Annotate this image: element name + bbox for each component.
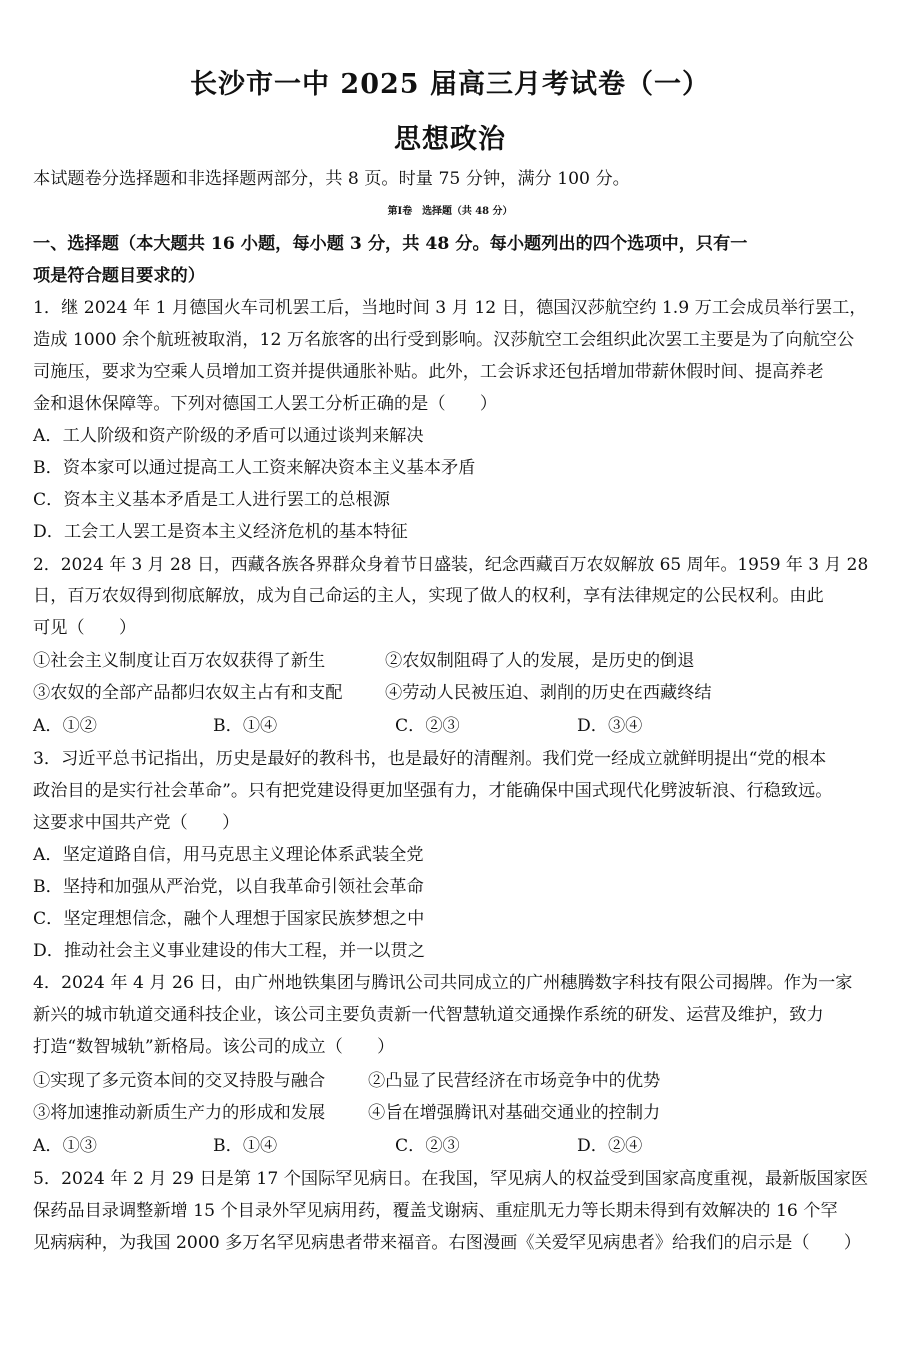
- question-1-line-2: 造成 1000 余个航班被取消，12 万名旅客的出行受到影响。汉莎航空工会组织此次罢工主要是为了向航空公: [33, 330, 855, 350]
- question-4-choice-b: B．①④: [213, 1136, 278, 1156]
- exam-intro: 本试题卷分选择题和非选择题两部分，共 8 页。时量 75 分钟，满分 100 分。: [33, 169, 630, 189]
- question-1-option-d: D．工会工人罢工是资本主义经济危机的基本特征: [33, 522, 408, 542]
- question-1-option-c: C．资本主义基本矛盾是工人进行罢工的总根源: [33, 490, 390, 510]
- question-4-statement-3: ③将加速推动新质生产力的形成和发展: [33, 1103, 326, 1123]
- section-heading-line-1: 一、选择题（本大题共 16 小题，每小题 3 分，共 48 分。每小题列出的四个选项中，只有一: [33, 234, 748, 254]
- question-2-choice-b: B．①④: [213, 716, 278, 736]
- question-1-line-4: 金和退休保障等。下列对德国工人罢工分析正确的是（ ）: [33, 394, 498, 414]
- question-2-choice-d: D．③④: [577, 716, 643, 736]
- question-4-statement-1: ①实现了多元资本间的交叉持股与融合: [33, 1071, 326, 1091]
- question-5-line-2: 保药品目录调整新增 15 个目录外罕见病用药，覆盖戈谢病、重症肌无力等长期未得到有效解决的 16 个罕: [33, 1201, 838, 1221]
- question-2-line-1: 2．2024 年 3 月 28 日，西藏各族各界群众身着节日盛装，纪念西藏百万农奴解放 65 周年。1959 年 3 月 28: [33, 554, 869, 574]
- question-2-statement-4: ④劳动人民被压迫、剥削的历史在西藏终结: [385, 683, 712, 703]
- question-4-choice-a: A．①③: [33, 1136, 97, 1156]
- question-1-option-b: B．资本家可以通过提高工人工资来解决资本主义基本矛盾: [33, 458, 476, 478]
- question-4-statement-2: ②凸显了民营经济在市场竞争中的优势: [368, 1071, 661, 1091]
- question-2-choice-a: A．①②: [33, 716, 97, 736]
- question-4-line-1: 4．2024 年 4 月 26 日，由广州地铁集团与腾讯公司共同成立的广州穗腾数字科技有限公司揭牌。作为一家: [33, 973, 853, 993]
- question-3-line-3: 这要求中国共产党（ ）: [33, 813, 240, 833]
- question-2-statement-2: ②农奴制阻碍了人的发展，是历史的倒退: [385, 651, 695, 671]
- question-4-choice-c: C．②③: [395, 1136, 460, 1156]
- question-5-line-1: 5．2024 年 2 月 29 日是第 17 个国际罕见病日。在我国，罕见病人的权益受到国家高度重视，最新版国家医: [33, 1169, 869, 1189]
- question-4-line-3: 打造“数智城轨”新格局。该公司的成立（ ）: [33, 1037, 395, 1057]
- question-1-option-a: A．工人阶级和资产阶级的矛盾可以通过谈判来解决: [33, 426, 424, 446]
- question-3-option-c: C．坚定理想信念，融个人理想于国家民族梦想之中: [33, 909, 425, 929]
- question-3-line-2: 政治目的是实行社会革命”。只有把党建设得更加坚强有力，才能确保中国式现代化劈波斩浪、行稳致远。: [33, 781, 833, 801]
- question-2-choice-c: C．②③: [395, 716, 460, 736]
- question-2-line-3: 可见（ ）: [33, 618, 137, 638]
- exam-title: 长沙市一中 2025 届高三月考试卷（一）: [190, 69, 710, 100]
- section-heading-line-2: 项是符合题目要求的）: [33, 266, 205, 286]
- question-4-statement-4: ④旨在增强腾讯对基础交通业的控制力: [368, 1103, 661, 1123]
- question-3-line-1: 3．习近平总书记指出，历史是最好的教科书，也是最好的清醒剂。我们党一经成立就鲜明提出“党的根本: [33, 749, 827, 769]
- question-1-line-3: 司施压，要求为空乘人员增加工资并提供通胀补贴。此外，工会诉求还包括增加带薪休假时间、提高养老: [33, 362, 824, 382]
- subject-title: 思想政治: [394, 124, 506, 155]
- question-4-choice-d: D．②④: [577, 1136, 643, 1156]
- question-2-line-2: 日，百万农奴得到彻底解放，成为自己命运的主人，实现了做人的权利，享有法律规定的公民权利。由此: [33, 586, 824, 606]
- question-2-statement-3: ③农奴的全部产品都归农奴主占有和支配: [33, 683, 343, 703]
- question-1-line-1: 1．继 2024 年 1 月德国火车司机罢工后，当地时间 3 月 12 日，德国汉莎航空约 1.9 万工会成员举行罢工，: [33, 298, 867, 318]
- part-heading: 第Ⅰ卷 选择题（共 48 分）: [387, 206, 513, 217]
- question-5-line-3: 见病病种，为我国 2000 多万名罕见病患者带来福音。右图漫画《关爱罕见病患者》给我们的启示是（ ）: [33, 1233, 862, 1253]
- question-4-line-2: 新兴的城市轨道交通科技企业，该公司主要负责新一代智慧轨道交通操作系统的研发、运营及维护，致力: [33, 1005, 824, 1025]
- question-3-option-d: D．推动社会主义事业建设的伟大工程，并一以贯之: [33, 941, 425, 961]
- question-3-option-b: B．坚持和加强从严治党，以自我革命引领社会革命: [33, 877, 424, 897]
- question-2-statement-1: ①社会主义制度让百万农奴获得了新生: [33, 651, 326, 671]
- question-3-option-a: A．坚定道路自信，用马克思主义理论体系武装全党: [33, 845, 424, 865]
